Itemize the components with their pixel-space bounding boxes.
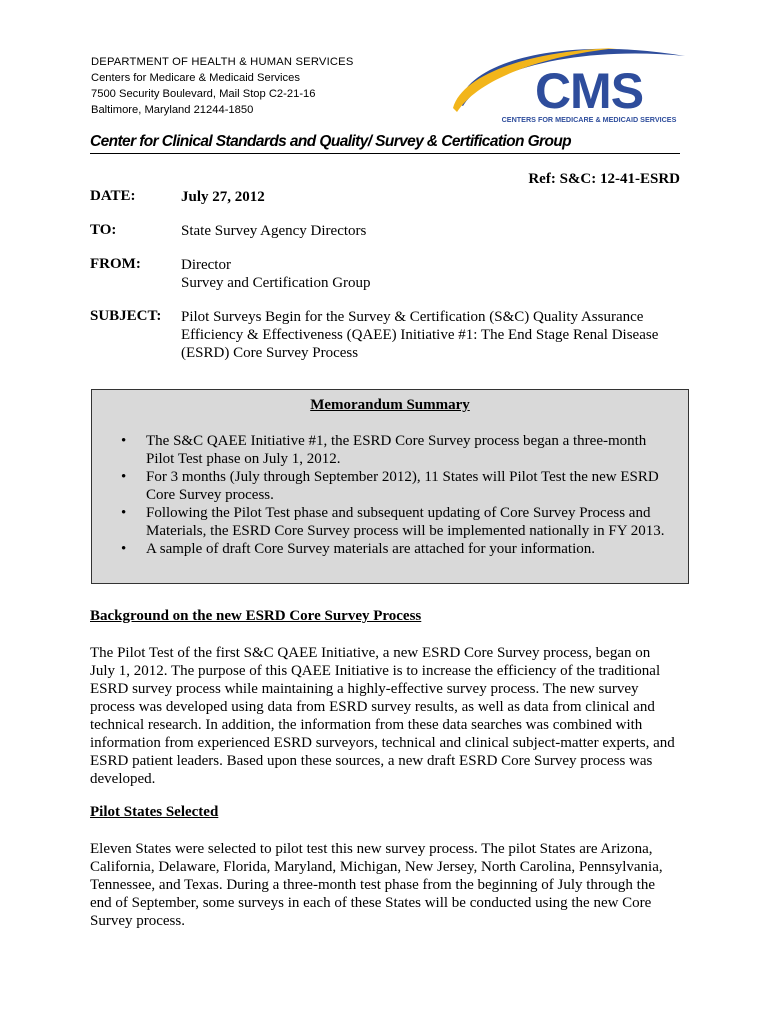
from-line: Director <box>181 257 231 273</box>
pilot-states-paragraph <box>90 840 690 930</box>
summary-list <box>119 432 679 558</box>
summary-line: Following the Pilot Test phase and subsequent updating of Core Survey Process and <box>146 505 651 521</box>
date-label: DATE: <box>90 188 136 204</box>
summary-line: Core Survey process. <box>146 487 274 503</box>
paragraph-line: July 1, 2012. The purpose of this QAEE Initiative is to increase the efficiency of the traditional <box>90 663 661 679</box>
summary-title: Memorandum Summary <box>310 397 470 413</box>
background-heading: Background on the new ESRD Core Survey Process <box>90 608 422 624</box>
cms-logo <box>447 42 691 126</box>
paragraph-line: ESRD survey process while maintaining a highly-effective survey process. The new survey <box>90 681 639 697</box>
summary-line: The S&C QAEE Initiative #1, the ESRD Core Survey process began a three-month <box>146 433 647 449</box>
bullet-icon: • <box>121 505 127 521</box>
paragraph-line: California, Delaware, Florida, Maryland, Michigan, New Jersey, North Carolina, Pennsylvania, <box>90 859 663 875</box>
to-label: TO: <box>90 222 117 238</box>
bullet-icon: • <box>121 433 127 449</box>
letterhead <box>91 54 353 118</box>
paragraph-line: technical research. In addition, the information from these data searches was combined with <box>90 717 643 733</box>
subject-label: SUBJECT: <box>90 308 162 324</box>
summary-item <box>119 432 679 468</box>
paragraph-line: Survey process. <box>90 913 185 929</box>
title-rule <box>90 153 680 154</box>
from-value <box>181 256 371 292</box>
paragraph-line: Eleven States were selected to pilot test this new survey process. The pilot States are Arizona, <box>90 841 653 857</box>
pilot-states-heading: Pilot States Selected <box>90 804 219 820</box>
subject-line: (ESRD) Core Survey Process <box>181 345 359 361</box>
paragraph-line: ESRD patient leaders. Based upon these sources, a new draft ESRD Core Survey process was <box>90 753 653 769</box>
background-paragraph <box>90 644 690 788</box>
reference-number: Ref: S&C: 12-41-ESRD <box>528 171 680 187</box>
summary-line: Pilot Test phase on July 1, 2012. <box>146 451 341 467</box>
paragraph-line: information from experienced ESRD surveyors, technical and clinical subject-matter experts, and <box>90 735 675 751</box>
summary-item <box>119 504 679 540</box>
subject-value <box>181 308 658 362</box>
bullet-icon: • <box>121 469 127 485</box>
summary-line: A sample of draft Core Survey materials are attached for your information. <box>146 541 596 557</box>
paragraph-line: Tennessee, and Texas. During a three-month test phase from the beginning of July through the <box>90 877 655 893</box>
summary-line: Materials, the ESRD Core Survey process will be implemented nationally in FY 2013. <box>146 523 665 539</box>
address-line-1: 7500 Security Boulevard, Mail Stop C2-21-16 <box>91 88 316 100</box>
summary-line: For 3 months (July through September 2012), 11 States will Pilot Test the new ESRD <box>146 469 659 485</box>
subject-line: Efficiency & Effectiveness (QAEE) Initiative #1: The End Stage Renal Disease <box>181 327 659 343</box>
department-name: DEPARTMENT OF HEALTH & HUMAN SERVICES <box>91 56 354 68</box>
from-label: FROM: <box>90 256 141 272</box>
paragraph-line: process was developed using data from ESRD survey results, as well as data from clinical and <box>90 699 655 715</box>
paragraph-line: developed. <box>90 771 156 787</box>
date-value: July 27, 2012 <box>181 189 265 205</box>
bullet-icon: • <box>121 541 127 557</box>
logo-wordmark: CMS <box>534 63 644 119</box>
address-line-2: Baltimore, Maryland 21244-1850 <box>91 104 254 116</box>
from-line: Survey and Certification Group <box>181 275 371 291</box>
to-value: State Survey Agency Directors <box>181 223 367 239</box>
subject-line: Pilot Surveys Begin for the Survey & Certification (S&C) Quality Assurance <box>181 309 644 325</box>
group-title: Center for Clinical Standards and Quality/ Survey & Certification Group <box>90 133 572 150</box>
paragraph-line: The Pilot Test of the first S&C QAEE Initiative, a new ESRD Core Survey process, began on <box>90 645 651 661</box>
paragraph-line: end of September, some surveys in each of these States will be conducted using the new Core <box>90 895 652 911</box>
agency-name: Centers for Medicare & Medicaid Services <box>91 72 300 84</box>
summary-item <box>119 540 679 558</box>
summary-item <box>119 468 679 504</box>
logo-tagline: CENTERS FOR MEDICARE & MEDICAID SERVICES <box>501 115 677 124</box>
